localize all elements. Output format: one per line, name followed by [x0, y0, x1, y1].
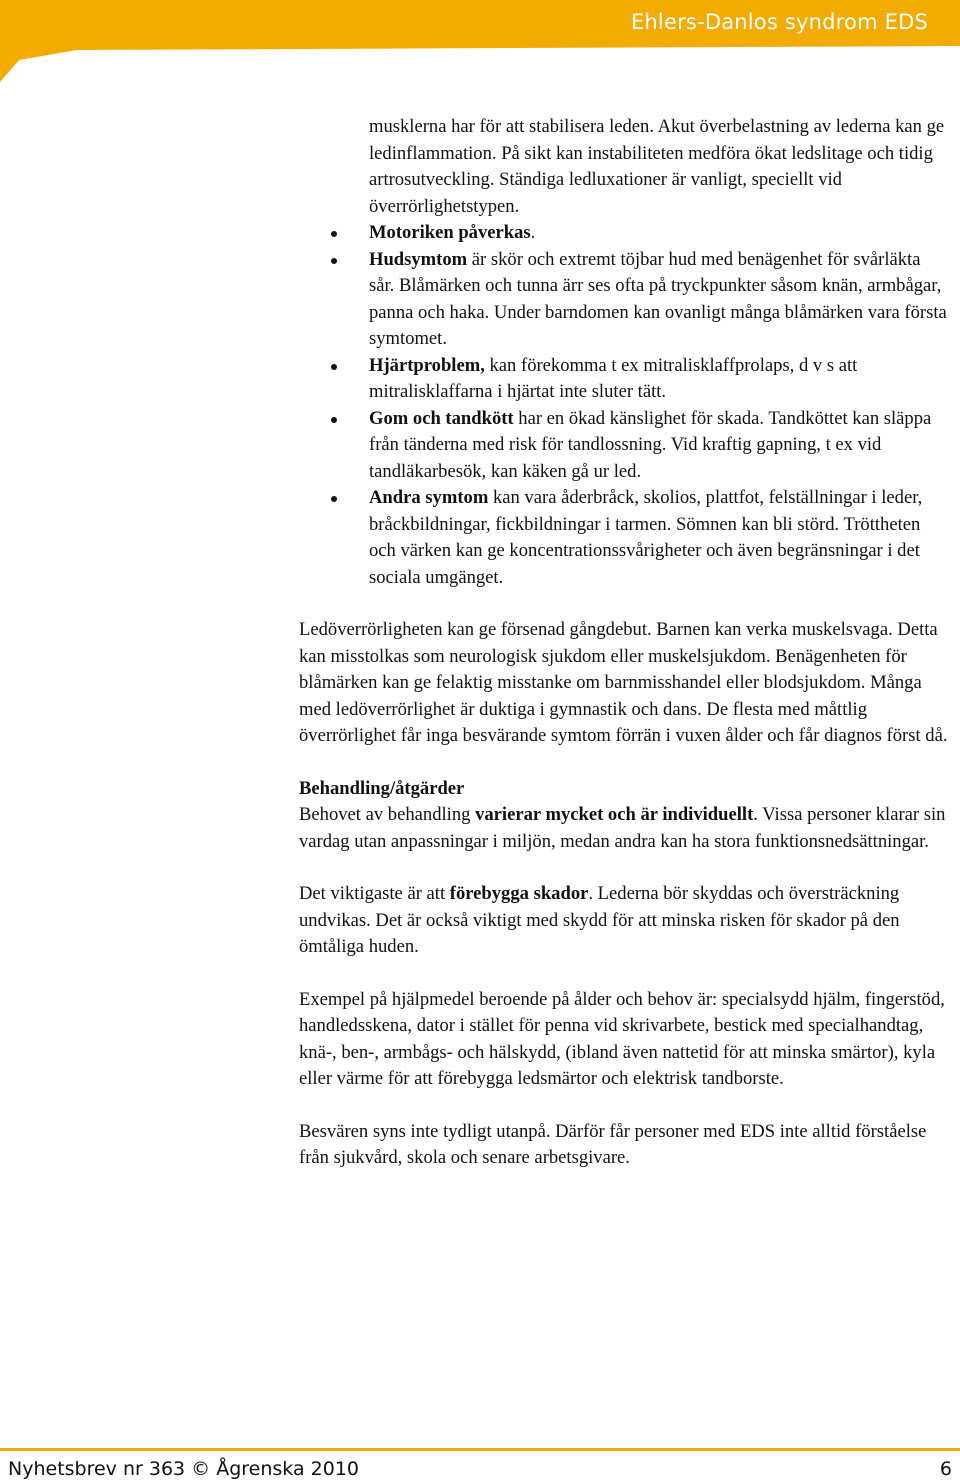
bullet-icon: [331, 258, 337, 264]
page-header-title: Ehlers-Danlos syndrom EDS: [630, 10, 928, 34]
list-item-bold: Hudsymtom: [369, 248, 468, 270]
paragraph-prevention: [299, 881, 949, 961]
text-run: Behovet av behandling: [299, 804, 476, 825]
bullet-icon: [331, 417, 337, 423]
section-heading: [299, 776, 949, 803]
footer-newsletter: Nyhetsbrev nr 363 © Ågrenska 2010: [8, 1458, 359, 1480]
paragraph-aids: Exempel på hjälpmedel beroende på ålder och behov är: specialsydd hjälm, fingerstöd, handledsskena, dator i stället för penna vid skrivarbete, bestick med specialhandtag, knä-, ben-, armbågs- och hälskydd, (ibland även nattetid för att minska smärtor), kyla eller värme för att förebygga ledsmärtor och elektrisk tandborste.: [299, 988, 945, 1089]
list-item: [299, 247, 949, 353]
page-content: [299, 114, 949, 1172]
symptom-list: [299, 114, 949, 591]
list-item-text: .: [530, 222, 536, 243]
bullet-icon: [331, 364, 337, 370]
list-item-bold: Gom och tandkött: [369, 407, 514, 429]
text-run: . Lederna bör skyddas och översträckning undvikas. Det är också viktigt med skydd för att minska risken för skador på den ömtåliga huden.: [299, 883, 900, 957]
section-heading-text: Behandling/åtgärder: [299, 777, 465, 799]
paragraph-visibility: Besvären syns inte tydligt utanpå. Därför får personer med EDS inte alltid förståelse från sjukvård, skola och senare arbetsgivare.: [299, 1120, 927, 1168]
text-run-bold: varierar mycket och är individuellt: [475, 804, 754, 825]
paragraph-development: Ledöverrörligheten kan ge försenad gångdebut. Barnen kan verka muskelsvaga. Detta kan misstolkas som neurologisk sjukdom eller muskelsjukdom. Benägenheten för blåmärken kan ge felaktig misstanke om barnmisshandel eller blodsjukdom. Många med ledöverrörlighet är duktiga i gymnastik och dans. De flesta med måttlig överrörlighet får inga besvärande symtom förrän i vuxen ålder och får diagnos först då.: [299, 619, 948, 746]
bullet-icon: [331, 496, 337, 502]
text-run: . Vissa personer klarar sin vardag utan anpassningar i miljön, medan andra kan ha stora funktionsnedsättningar.: [299, 804, 946, 852]
list-item-text: kan vara åderbråck, skolios, plattfot, felställningar i leder, bråckbildningar, fickbildningar i tarmen. Sömnen kan bli störd. Tröttheten och värken kan ge koncentrationssvårigheter och även begränsningar i det sociala umgänget.: [369, 487, 923, 588]
list-item: [299, 353, 949, 406]
text-run: Det viktigaste är att: [299, 883, 450, 904]
list-item-text: kan förekomma t ex mitralisklaffprolaps, d v s att mitralisklaffarna i hjärtat inte sluter tätt.: [369, 354, 858, 402]
list-item-text: är skör och extremt töjbar hud med benägenhet för svårläkta sår. Blåmärken och tunna ärr ses ofta på tryckpunkter såsom knän, armbågar, panna och haka. Under barndomen kan ovanligt många blåmärken vara första symtomet.: [369, 248, 947, 349]
text-run-bold: förebygga skador: [449, 883, 589, 904]
paragraph-treatment: [299, 802, 949, 855]
list-item: [299, 220, 949, 247]
list-item-bold: Motoriken påverkas: [369, 222, 531, 243]
footer-divider: [0, 1448, 960, 1451]
bullet-icon: [331, 231, 337, 237]
list-item: [299, 485, 949, 591]
list-item-text: musklerna har för att stabilisera leden. Akut överbelastning av lederna kan ge ledinflammation. På sikt kan instabiliteten medföra ökat ledslitage och tidig artrosutveckling. Ständiga ledluxationer är vanligt, speciellt vid överrörlighetstypen.: [369, 116, 945, 217]
page-number: 6: [939, 1458, 952, 1480]
list-item-text: har en ökad känslighet för skada. Tandköttet kan släppa från tänderna med risk för tandlossning. Vid kraftig gapning, t ex vid tandläkarbesök, kan käken gå ur led.: [369, 407, 932, 482]
list-item-bold: Hjärtproblem,: [369, 354, 485, 376]
list-item: [299, 114, 949, 220]
list-item-bold: Andra symtom: [369, 487, 489, 508]
list-item: [299, 406, 949, 486]
